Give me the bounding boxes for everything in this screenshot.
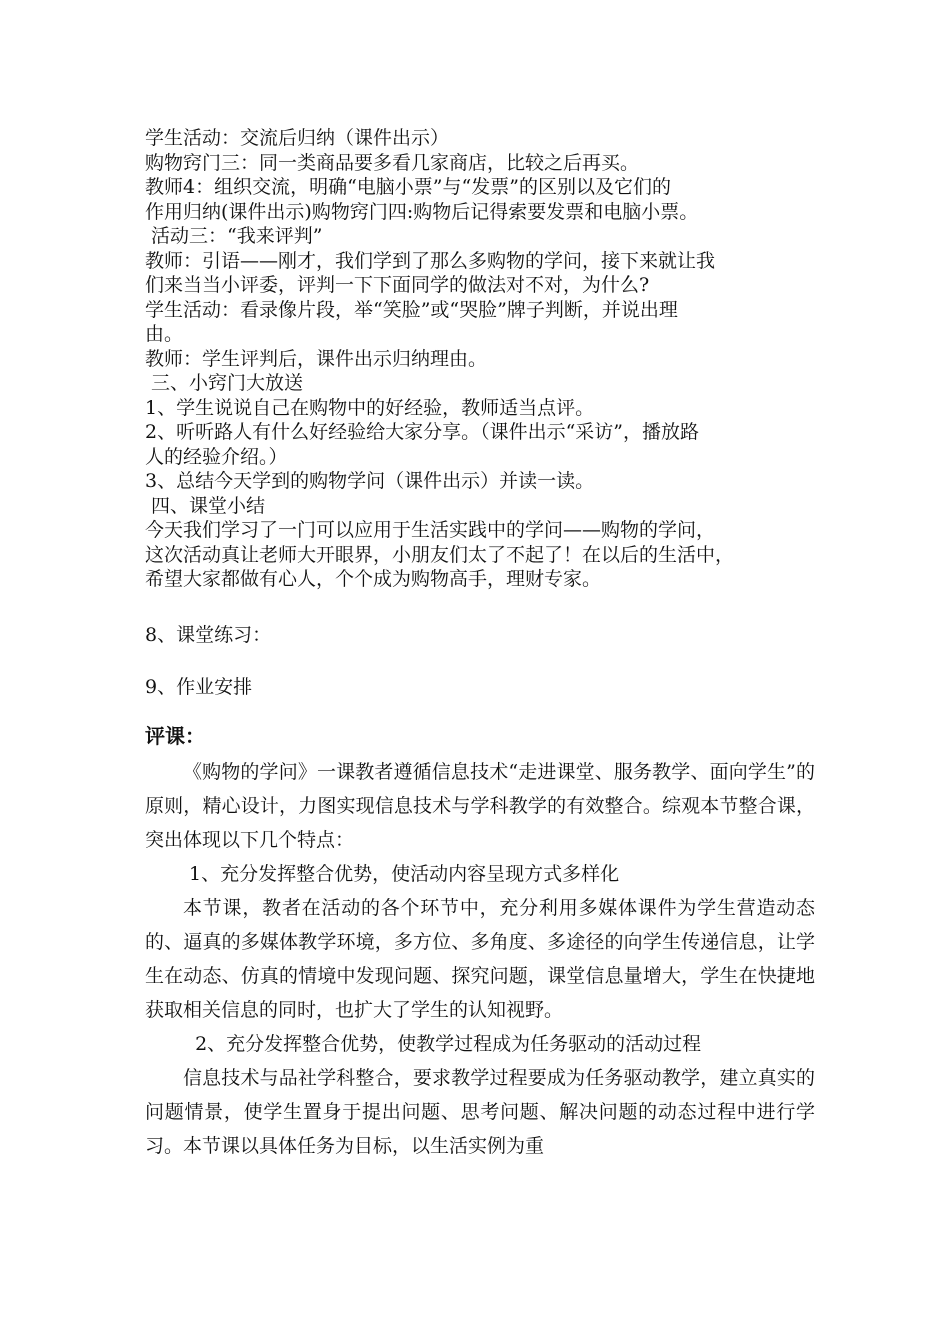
text-line: 这次活动真让老师大开眼界，小朋友们太了不起了！在以后的生活中， [145,543,735,566]
text-line: 教师：引语——刚才，我们学到了那么多购物的学问，接下来就让我 [145,249,716,272]
text-line: 人的经验介绍。） [145,445,288,468]
text-line: 学生活动：看录像片段，举“笑脸”或“哭脸”牌子判断，并说出理 [145,298,678,321]
text-line: 1、学生说说自己在购物中的好经验，教师适当点评。 [145,396,595,419]
text-line: 教师：学生评判后，课件出示归纳理由。 [145,347,488,370]
review-point-heading: 1、充分发挥整合优势，使活动内容呈现方式多样化 [183,863,620,885]
text-line: 希望大家都做有心人，个个成为购物高手，理财专家。 [145,568,602,590]
text-line: 学生活动：交流后归纳（课件出示） [145,127,450,149]
text-line: 由。 [145,323,184,345]
lesson-steps [145,126,815,592]
text-line: 四、课堂小结 [145,494,266,517]
review-heading: 评课： [145,724,205,748]
text-line: 活动三：“我来评判” [145,225,323,247]
text-line: 们来当当小评委，评判一下下面同学的做法对不对，为什么? [145,274,650,296]
text-line: 今天我们学习了一门可以应用于生活实践中的学问——购物的学问， [145,519,716,541]
homework-heading: 9、作业安排 [145,676,253,698]
text-line: 3、总结今天学到的购物学问（课件出示）并读一读。 [145,470,595,492]
review-section [145,721,815,1163]
text-line: 教师4：组织交流，明确“电脑小票”与“发票”的区别以及它们的 [145,176,671,198]
text-line: 2、听听路人有什么好经验给大家分享。（课件出示“采访”，播放路 [145,421,700,443]
review-paragraph: 《购物的学问》一课教者遵循信息技术“走进课堂、服务教学、面向学生”的原则，精心设计，力图实现信息技术与学科教学的有效整合。综观本节整合课，突出体现以下几个特点： [145,761,815,851]
text-line: 作用归纳(课件出示)购物窍门四:购物后记得索要发票和电脑小票。 [145,200,699,223]
review-paragraph: 信息技术与品社学科整合，要求教学过程要成为任务驱动教学，建立真实的问题情景，使学生置身于提出问题、思考问题、解决问题的动态过程中进行学习。本节课以具体任务为目标，以生活实例为重 [145,1067,815,1157]
text-line: 三、小窍门大放送 [145,372,304,394]
review-paragraph: 本节课，教者在活动的各个环节中，充分利用多媒体课件为学生营造动态的、逼真的多媒体教学环境，多方位、多角度、多途径的向学生传递信息，让学生在动态、仿真的情境中发现问题、探究问题，课堂信息量增大，学生在快捷地获取相关信息的同时，也扩大了学生的认知视野。 [145,897,815,1021]
practice-heading: 8、课堂练习： [145,624,272,646]
text-line: 购物窍门三：同一类商品要多看几家商店，比较之后再买。 [145,151,640,174]
review-point-heading: 2、充分发挥整合优势，使教学过程成为任务驱动的活动过程 [183,1033,702,1055]
